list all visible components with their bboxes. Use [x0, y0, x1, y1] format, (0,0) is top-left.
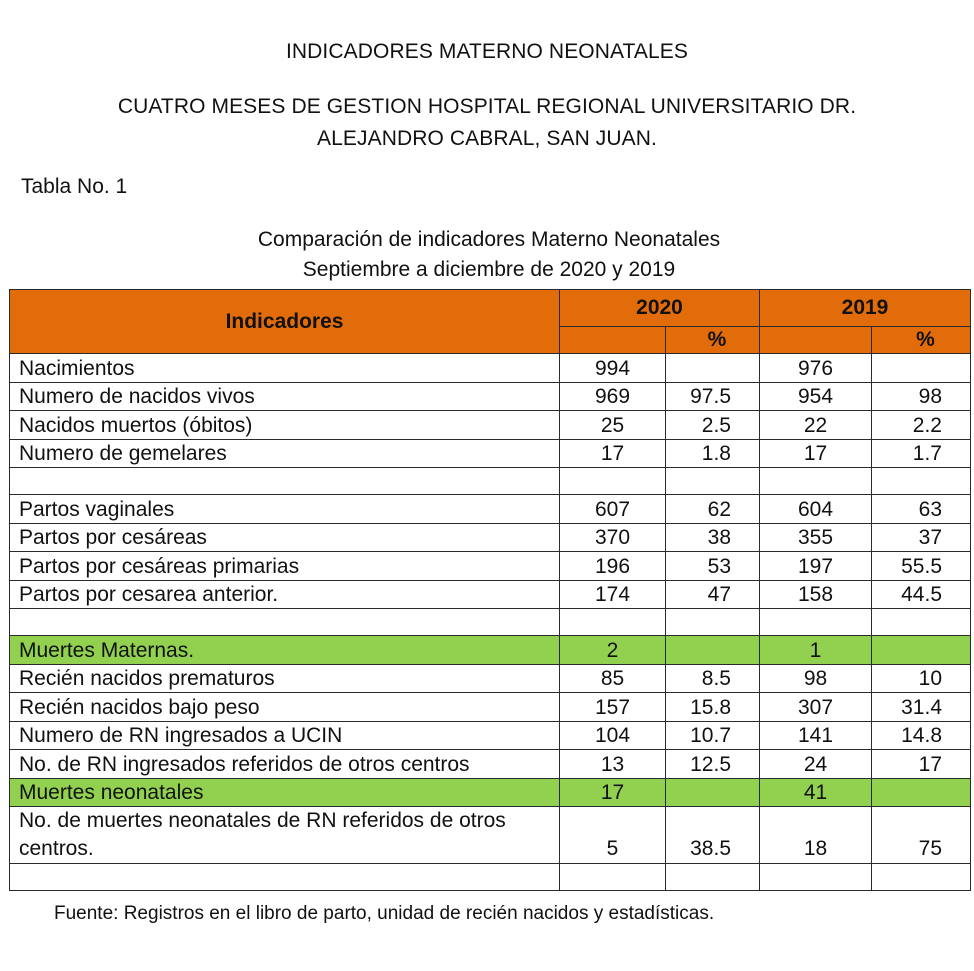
percent-2019: 98 — [872, 382, 971, 411]
row-label — [10, 609, 560, 636]
table-row — [10, 354, 971, 383]
value-2020: 607 — [560, 495, 666, 524]
value-2020: 174 — [560, 580, 666, 609]
percent-2020: 8.5 — [666, 664, 760, 693]
percent-2019: 2.2 — [872, 411, 971, 440]
row-label: Nacimientos — [10, 354, 560, 383]
table-row — [10, 750, 971, 779]
value-2019: 18 — [760, 807, 872, 864]
row-label: Nacidos muertos (óbitos) — [10, 411, 560, 440]
percent-2019 — [872, 864, 971, 891]
header-2019-count — [760, 327, 872, 354]
subtitle-line-2: ALEJANDRO CABRAL, SAN JUAN. — [317, 127, 657, 150]
percent-2020 — [666, 609, 760, 636]
header-2019-percent: % — [872, 327, 971, 354]
row-label: Recién nacidos prematuros — [10, 664, 560, 693]
table-row — [10, 411, 971, 440]
table-row — [10, 636, 971, 665]
row-label: Muertes Maternas. — [10, 636, 560, 665]
table-row — [10, 693, 971, 722]
value-2020 — [560, 864, 666, 891]
value-2019: 976 — [760, 354, 872, 383]
value-2020: 13 — [560, 750, 666, 779]
percent-2020: 62 — [666, 495, 760, 524]
table-row — [10, 664, 971, 693]
table-row — [10, 552, 971, 581]
table-row — [10, 382, 971, 411]
table-row — [10, 864, 971, 891]
value-2019: 954 — [760, 382, 872, 411]
row-label: Numero de RN ingresados a UCIN — [10, 721, 560, 750]
value-2019: 307 — [760, 693, 872, 722]
header-year-2019: 2019 — [760, 290, 971, 327]
percent-2019: 17 — [872, 750, 971, 779]
indicators-table — [9, 289, 971, 891]
percent-2019: 75 — [872, 807, 971, 864]
table-header-row — [10, 290, 971, 327]
header-year-2020: 2020 — [560, 290, 760, 327]
percent-2019 — [872, 636, 971, 665]
percent-2019: 31.4 — [872, 693, 971, 722]
percent-2020: 38.5 — [666, 807, 760, 864]
value-2019 — [760, 468, 872, 495]
percent-2019: 55.5 — [872, 552, 971, 581]
table-row — [10, 807, 971, 864]
table-row — [10, 609, 971, 636]
table-row — [10, 523, 971, 552]
value-2019 — [760, 609, 872, 636]
row-label — [10, 864, 560, 891]
value-2019: 158 — [760, 580, 872, 609]
value-2019: 1 — [760, 636, 872, 665]
row-label: Muertes neonatales — [10, 778, 560, 807]
row-label: Recién nacidos bajo peso — [10, 693, 560, 722]
row-label: No. de RN ingresados referidos de otros centros — [10, 750, 560, 779]
subtitle-line-1: CUATRO MESES DE GESTION HOSPITAL REGIONAL UNIVERSITARIO DR. — [117, 95, 857, 118]
percent-2020: 47 — [666, 580, 760, 609]
table-row — [10, 468, 971, 495]
header-2020-percent: % — [666, 327, 760, 354]
value-2019 — [760, 864, 872, 891]
value-2020: 5 — [560, 807, 666, 864]
table-row — [10, 721, 971, 750]
percent-2019: 14.8 — [872, 721, 971, 750]
row-label: Partos por cesarea anterior. — [10, 580, 560, 609]
value-2019: 355 — [760, 523, 872, 552]
header-2020-count — [560, 327, 666, 354]
row-label: Partos por cesáreas primarias — [10, 552, 560, 581]
table-row — [10, 580, 971, 609]
percent-2020: 53 — [666, 552, 760, 581]
percent-2020: 12.5 — [666, 750, 760, 779]
value-2020: 85 — [560, 664, 666, 693]
percent-2020: 15.8 — [666, 693, 760, 722]
value-2020 — [560, 609, 666, 636]
value-2019: 98 — [760, 664, 872, 693]
percent-2020 — [666, 354, 760, 383]
value-2020: 25 — [560, 411, 666, 440]
value-2019: 604 — [760, 495, 872, 524]
value-2019: 24 — [760, 750, 872, 779]
percent-2020: 38 — [666, 523, 760, 552]
table-row — [10, 439, 971, 468]
row-label: Numero de gemelares — [10, 439, 560, 468]
row-label: Numero de nacidos vivos — [10, 382, 560, 411]
value-2020 — [560, 468, 666, 495]
value-2020: 370 — [560, 523, 666, 552]
header-indicadores: Indicadores — [10, 290, 560, 354]
percent-2020 — [666, 636, 760, 665]
row-label: Partos por cesáreas — [10, 523, 560, 552]
percent-2020 — [666, 468, 760, 495]
percent-2020 — [666, 864, 760, 891]
value-2019: 197 — [760, 552, 872, 581]
value-2020: 196 — [560, 552, 666, 581]
table-caption-line-1: Comparación de indicadores Materno Neonatales — [257, 228, 721, 251]
percent-2019: 1.7 — [872, 439, 971, 468]
value-2019: 17 — [760, 439, 872, 468]
value-2020: 17 — [560, 439, 666, 468]
value-2019: 22 — [760, 411, 872, 440]
value-2019: 141 — [760, 721, 872, 750]
table-number: Tabla No. 1 — [21, 175, 128, 198]
row-label: Partos vaginales — [10, 495, 560, 524]
table-row — [10, 495, 971, 524]
value-2020: 17 — [560, 778, 666, 807]
percent-2020 — [666, 778, 760, 807]
value-2019: 41 — [760, 778, 872, 807]
document-title: INDICADORES MATERNO NEONATALES — [285, 40, 689, 63]
value-2020: 969 — [560, 382, 666, 411]
percent-2019 — [872, 354, 971, 383]
percent-2019: 44.5 — [872, 580, 971, 609]
percent-2020: 1.8 — [666, 439, 760, 468]
table-row — [10, 778, 971, 807]
value-2020: 157 — [560, 693, 666, 722]
percent-2019 — [872, 609, 971, 636]
value-2020: 994 — [560, 354, 666, 383]
row-label: No. de muertes neonatales de RN referidos de otros centros. — [10, 807, 560, 864]
value-2020: 104 — [560, 721, 666, 750]
percent-2019: 10 — [872, 664, 971, 693]
percent-2019: 63 — [872, 495, 971, 524]
percent-2019 — [872, 778, 971, 807]
percent-2020: 97.5 — [666, 382, 760, 411]
percent-2019: 37 — [872, 523, 971, 552]
percent-2020: 2.5 — [666, 411, 760, 440]
row-label — [10, 468, 560, 495]
percent-2019 — [872, 468, 971, 495]
value-2020: 2 — [560, 636, 666, 665]
document-subtitle — [0, 91, 974, 155]
percent-2020: 10.7 — [666, 721, 760, 750]
table-caption-line-2: Septiembre a diciembre de 2020 y 2019 — [302, 258, 676, 281]
source-note: Fuente: Registros en el libro de parto, unidad de recién nacidos y estadísticas. — [54, 903, 715, 924]
